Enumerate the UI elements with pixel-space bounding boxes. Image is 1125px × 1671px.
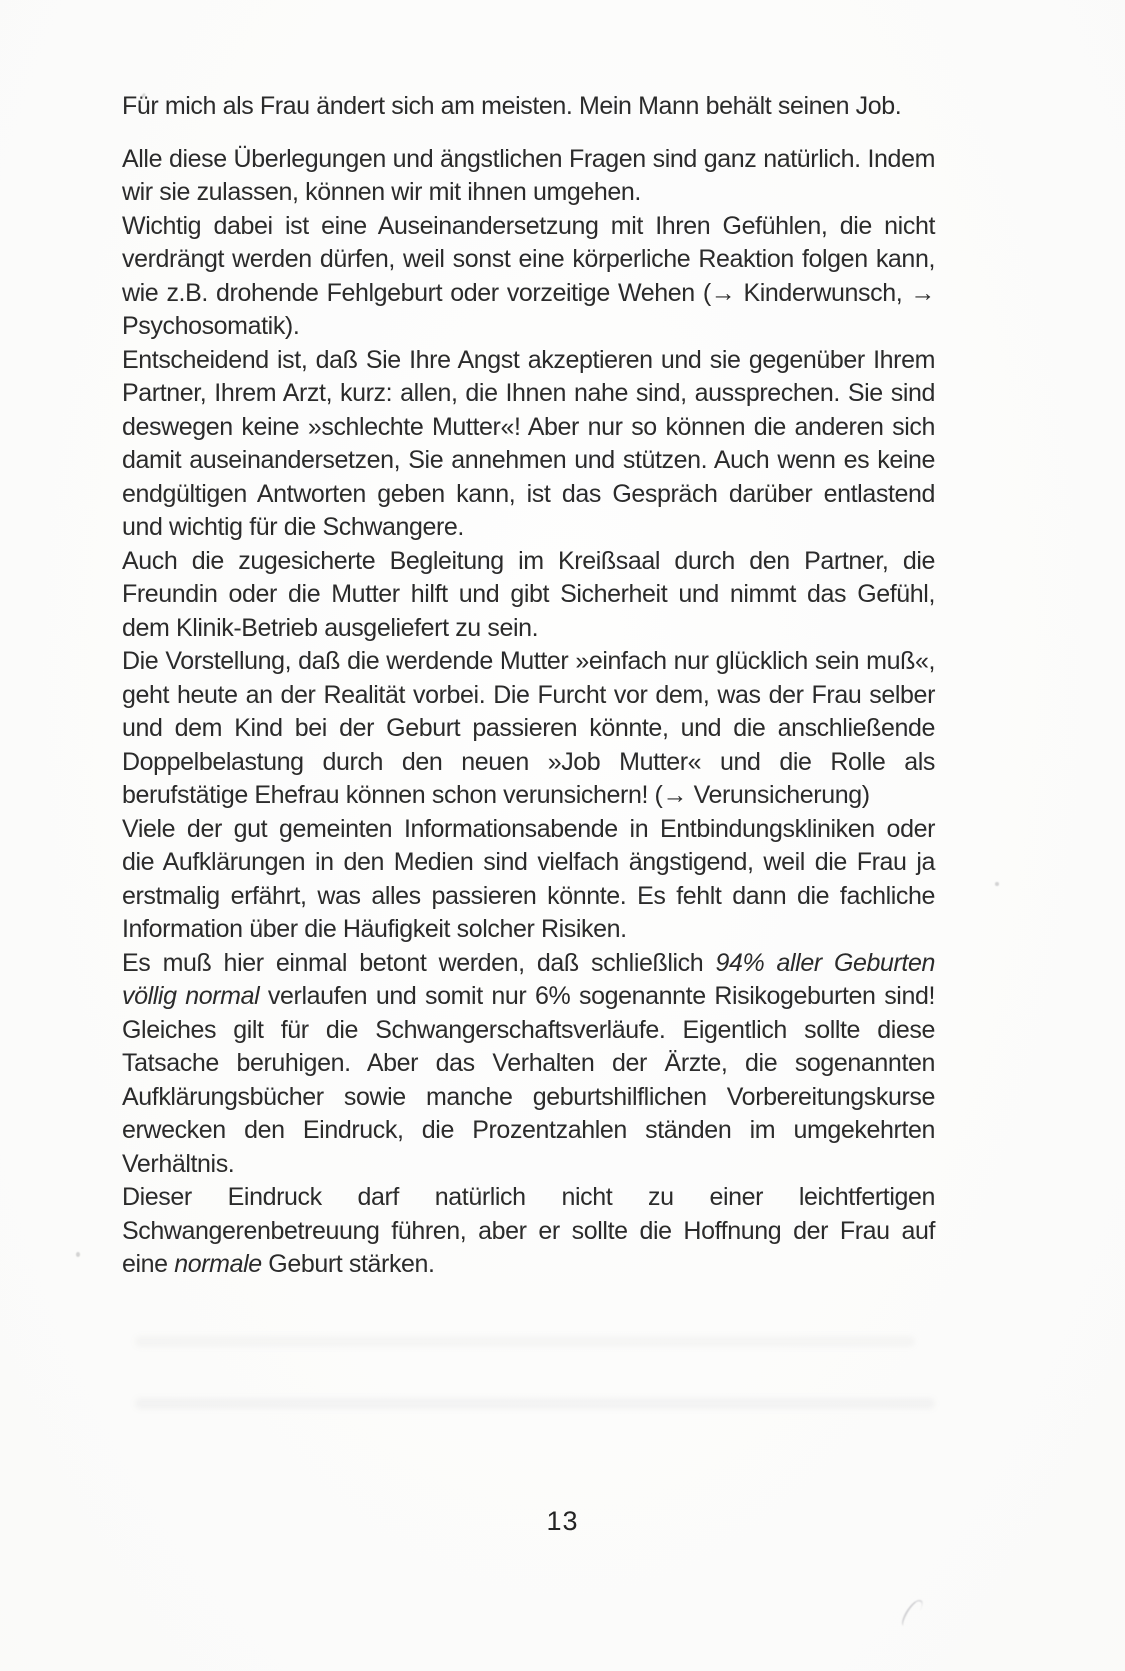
paragraph-text: Es muß hier einmal betont werden, daß schließlich xyxy=(122,948,716,977)
paragraph-text: Alle diese Überlegungen und ängstlichen Fragen sind ganz natürlich. Indem wir sie zulassen, können wir mit ihnen umgehen. xyxy=(122,144,935,206)
bleed-through-ghost xyxy=(135,1336,915,1347)
italic-emphasis: 94% aller Geburten völlig normal xyxy=(122,948,935,1010)
paragraph-text: verlaufen und somit nur 6% sogenannte Risikogeburten sind! Gleiches gilt für die Schwangerschaftsverläufe. Eigentlich sollte diese Tatsache beruhigen. Aber das Verhalten der Ärzte, die sogenannten Aufklärungsbücher sowie manche geburtshilflichen Vorbereitungskurse erwecken den Eindruck, die Prozentzahlen ständen im umgekehrten Verhältnis. xyxy=(122,982,935,1178)
paragraph-3 xyxy=(122,344,935,545)
quote-line: Für mich als Frau ändert sich am meisten. Mein Mann behält seinen Job. xyxy=(122,92,902,120)
paragraph-text: Viele der gut gemeinten Informationsabende in Entbindungskliniken oder die Aufklärungen in den Medien sind vielfach ängstigend, weil die Frau ja erstmalig erfährt, was alles passieren könnte. Es fehlt dann die fachliche Information über die Häufigkeit solcher Risiken. xyxy=(122,814,935,943)
paper-speck xyxy=(995,882,999,886)
paragraph-text: Die Vorstellung, daß die werdende Mutter »einfach nur glücklich sein muß«, geht heute an der Realität vorbei. Die Furcht vor dem, was der Frau selber und dem Kind bei der Geburt passieren könnte, und die anschließende Doppelbelastung durch den neuen »Job Mutter« und die Rolle als berufstätige Ehefrau können schon verunsichern! (→ Verunsicherung) xyxy=(122,647,935,809)
paragraph-text: Wichtig dabei ist eine Auseinandersetzung mit Ihren Gefühlen, die nicht verdrängt werden dürfen, weil sonst eine körperliche Reaktion folgen kann, wie z.B. drohende Fehlgeburt oder vorzeitige Wehen (→ Kinderwunsch, → Psychosomatik). xyxy=(122,211,935,340)
paragraph-4 xyxy=(122,545,935,646)
paragraph-2 xyxy=(122,210,935,344)
paper-speck xyxy=(76,1252,80,1257)
paragraph-7 xyxy=(122,947,935,1182)
paragraph-6 xyxy=(122,813,935,947)
paragraph-1 xyxy=(122,143,935,210)
text-block xyxy=(122,90,935,1282)
paragraph-text: Entscheidend ist, daß Sie Ihre Angst akzeptieren und sie gegenüber Ihrem Partner, Ihrem Arzt, kurz: allen, die Ihnen nahe sind, aussprechen. Sie sind deswegen keine »schlechte Mutter«! Aber nur so können die anderen sich damit auseinandersetzen, Sie annehmen und stützen. Auch wenn es keine endgültigen Antworten geben kann, ist das Gespräch darüber entlastend und wichtig für die Schwangere. xyxy=(122,345,935,541)
paragraph-5 xyxy=(122,645,935,813)
page-number: 13 xyxy=(546,1506,579,1536)
paragraph-8 xyxy=(122,1181,935,1282)
paragraph-text: Geburt stärken. xyxy=(261,1250,435,1278)
bleed-through-ghost xyxy=(135,1398,935,1409)
paragraph-text: Auch die zugesicherte Begleitung im Kreißsaal durch den Partner, die Freundin oder die Mutter hilft und gibt Sicherheit und nimmt das Gefühl, dem Klinik-Betrieb ausgeliefert zu sein. xyxy=(122,546,935,642)
paragraph-text: Dieser Eindruck darf natürlich nicht zu einer leichtfertigen Schwangerenbetreuung führen, aber er sollte die Hoffnung der Frau auf eine xyxy=(122,1183,935,1278)
italic-emphasis: normale xyxy=(174,1250,262,1278)
ink-smudge xyxy=(899,1598,926,1628)
